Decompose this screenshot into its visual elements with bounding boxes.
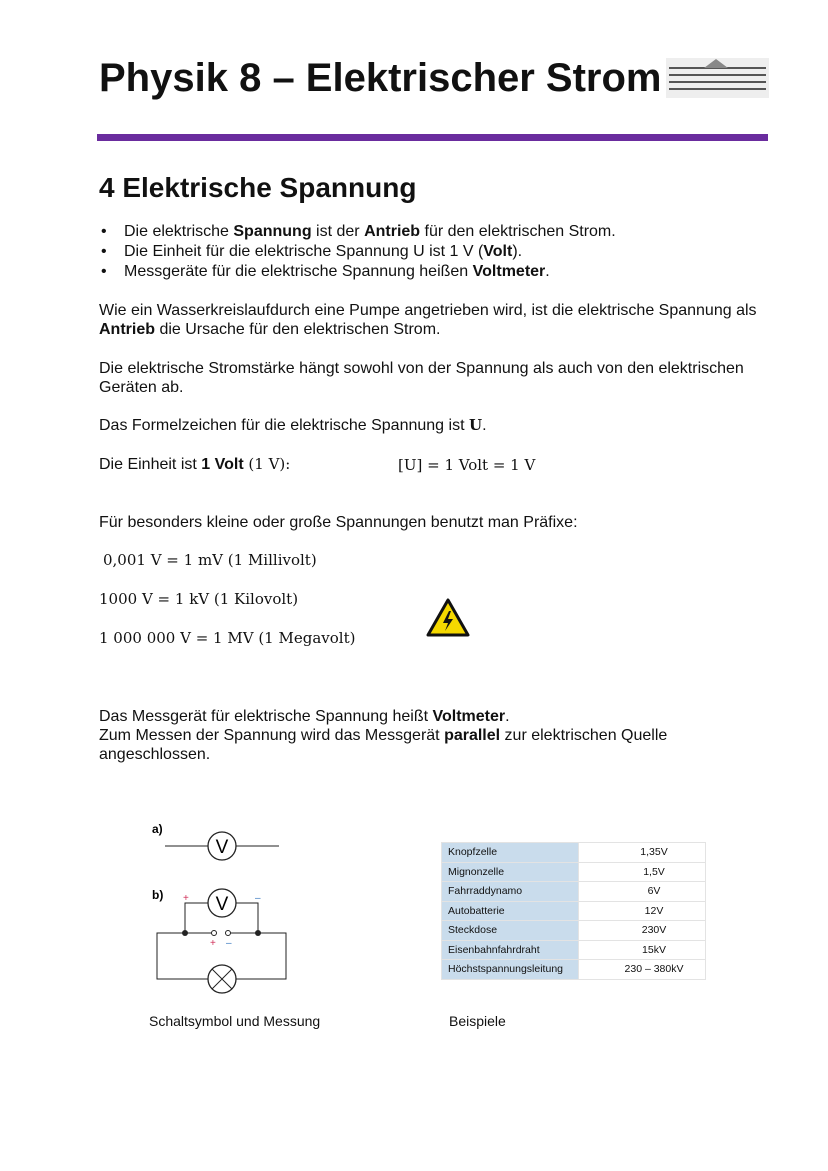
paragraph-voltmeter: Das Messgerät für elektrische Spannung heißt Voltmeter. Zum Messen der Spannung wird das Messgerät parallel zur elektrischen Quelle angeschlossen. <box>99 708 668 763</box>
svg-text:V: V <box>215 894 229 915</box>
table-row <box>442 960 706 980</box>
voltage-cell: 230 – 380kV <box>579 960 706 980</box>
prefix-mega: 1 000 000 V = 1 MV (1 Megavolt) <box>99 629 356 647</box>
table-row <box>442 921 706 941</box>
bullet-list <box>99 222 616 282</box>
svg-text:–: – <box>255 893 261 904</box>
device-cell: Fahrraddynamo <box>442 882 579 902</box>
list-item: • Die elektrische Spannung ist der Antrieb für den elektrischen Strom. <box>99 222 616 242</box>
lamp-symbol <box>208 965 236 993</box>
table-row <box>442 882 706 902</box>
voltage-cell: 1,5V <box>579 862 706 882</box>
device-cell: Autobatterie <box>442 901 579 921</box>
paragraph-symbol: Das Formelzeichen für die elektrische Spannung ist U. <box>99 416 487 434</box>
device-cell: Knopfzelle <box>442 843 579 863</box>
svg-text:–: – <box>226 938 232 949</box>
voltage-cell: 230V <box>579 921 706 941</box>
paragraph-prefixes: Für besonders kleine oder große Spannungen benutzt man Präfixe: <box>99 514 578 531</box>
prefix-milli: 0,001 V = 1 mV (1 Millivolt) <box>103 551 317 569</box>
section-heading: 4 Elektrische Spannung <box>99 172 417 203</box>
table-row <box>442 940 706 960</box>
voltage-cell: 12V <box>579 901 706 921</box>
caption-circuit: Schaltsymbol und Messung <box>149 1013 321 1029</box>
table-row <box>442 901 706 921</box>
table-row <box>442 843 706 863</box>
device-cell: Höchstspannungsleitung <box>442 960 579 980</box>
device-cell: Eisenbahnfahrdraht <box>442 940 579 960</box>
voltage-examples-table <box>441 842 706 980</box>
paragraph-current: Die elektrische Stromstärke hängt sowohl von der Spannung als auch von den elektrischen Geräten ab. <box>99 360 744 396</box>
voltage-cell: 15kV <box>579 940 706 960</box>
paragraph-pump: Wie ein Wasserkreislaufdurch eine Pumpe angetrieben wird, ist die elektrische Spannung als Antrieb die Ursache für den elektrischen Strom. <box>99 302 757 338</box>
label-b: b) <box>152 888 164 902</box>
prefix-kilo: 1000 V = 1 kV (1 Kilovolt) <box>99 590 299 608</box>
device-cell: Mignonzelle <box>442 862 579 882</box>
title-divider <box>97 134 768 141</box>
svg-text:+: + <box>210 938 216 949</box>
voltage-cell: 6V <box>579 882 706 902</box>
device-cell: Steckdose <box>442 921 579 941</box>
label-a: a) <box>152 822 163 836</box>
high-voltage-warning-icon <box>426 598 470 638</box>
svg-text:+: + <box>183 893 189 904</box>
voltage-cell: 1,35V <box>579 843 706 863</box>
page-title: Physik 8 – Elektrischer Strom <box>99 56 662 100</box>
paragraph-unit: Die Einheit ist 1 Volt (1 V): <box>99 455 291 473</box>
svg-text:V: V <box>215 837 229 858</box>
caption-examples: Beispiele <box>449 1013 506 1029</box>
table-row <box>442 862 706 882</box>
unit-formula: [U] = 1 Volt = 1 V <box>398 456 536 474</box>
logo-icon <box>666 58 769 98</box>
list-item: • Messgeräte für die elektrische Spannung heißen Voltmeter. <box>99 262 616 282</box>
list-item: • Die Einheit für die elektrische Spannung U ist 1 V (Volt). <box>99 242 616 262</box>
circuit-diagram <box>140 815 300 1000</box>
